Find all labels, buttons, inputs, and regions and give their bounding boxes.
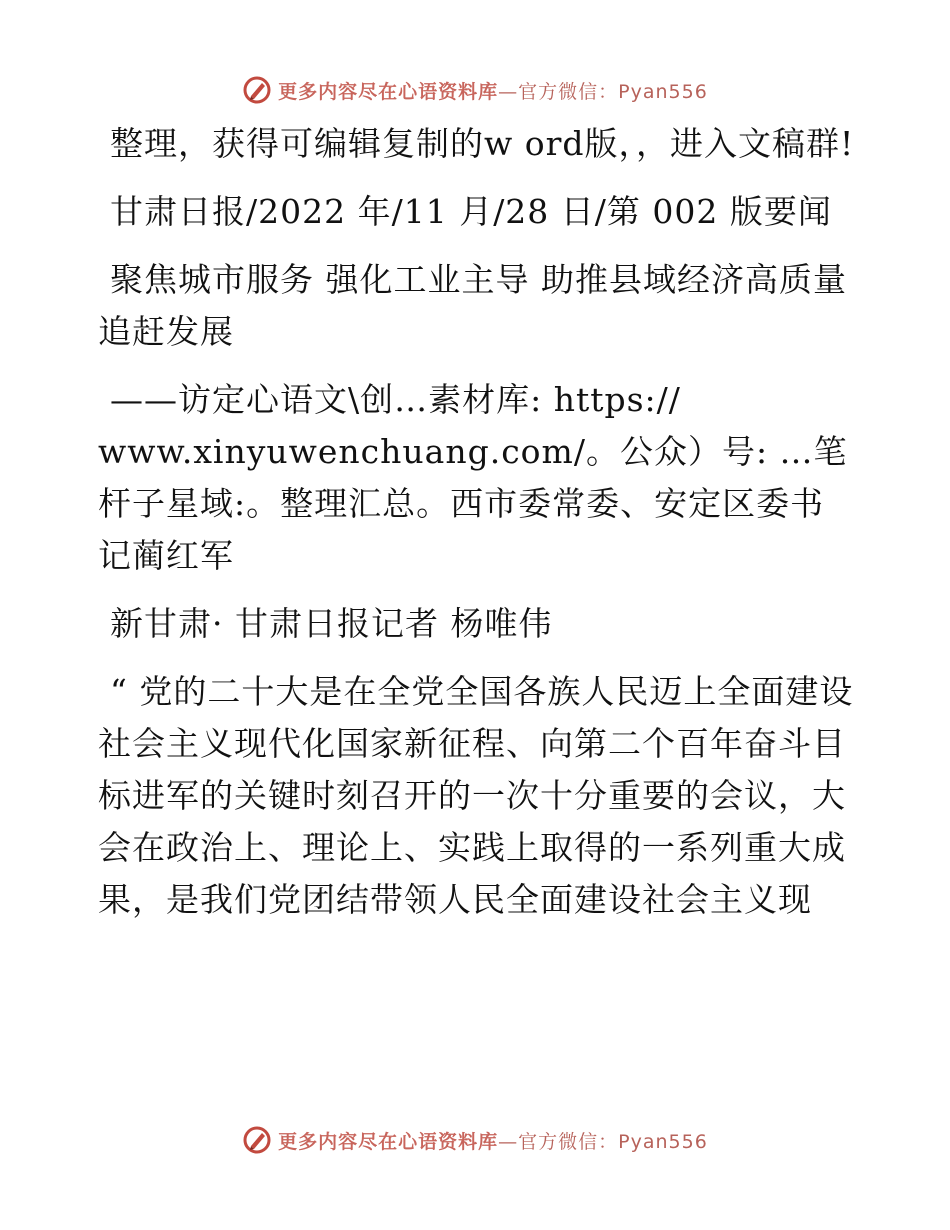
header-watermark-banner — [0, 70, 950, 110]
byline: 新甘肃· 甘肃日报记者 杨唯伟 — [110, 604, 553, 643]
pen-logo-icon — [242, 75, 272, 105]
watermark-text: 更多内容尽在心语资料库—官方微信：Pyan556 — [278, 1130, 708, 1153]
article-headline: 聚焦城市服务 强化工业主导 助推县域经济高质量追赶发展 — [98, 260, 847, 351]
watermark-text: 更多内容尽在心语资料库—官方微信：Pyan556 — [278, 80, 708, 103]
intro-paragraph: 整理，获得可编辑复制的w ord版，，进入文稿群! — [110, 124, 855, 163]
article-subheadline: ——访定心语文\创…素材库: https:// www.xinyuwenchuang.com/。公众）号: …笔杆子星域:。整理汇总。西市委常委、安定区委书记蔺红军 — [98, 380, 848, 575]
source-line: 甘肃日报/2022 年/11 月/28 日/第 002 版要闻 — [110, 192, 832, 231]
pen-logo-icon — [242, 1125, 272, 1155]
body-paragraph: “ 党的二十大是在全党全国各族人民迈上全面建设社会主义现代化国家新征程、向第二个百年奋斗目标进军的关键时刻召开的一次十分重要的会议，大会在政治上、理论上、实践上取得的一系列重大成果，是我们党团结带领人民全面建设社会主义现 — [98, 672, 854, 919]
footer-watermark-banner — [0, 1120, 950, 1160]
document-body — [98, 118, 858, 926]
